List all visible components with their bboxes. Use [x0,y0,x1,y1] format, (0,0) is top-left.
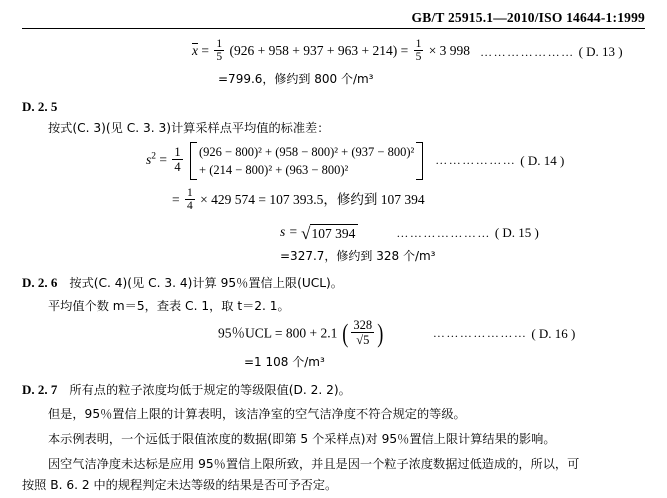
fraction-one-quarter-a: $\frac{1}{4}$ [174,144,181,174]
clause-d27-paragraph-4: 按照 B. 6. 2 中的规程判定未达等级的结果是否可予否定。 [22,478,338,493]
equation-d15-row [22,224,645,242]
product-tail: × 3 998 [428,43,471,59]
equation-d16-line2: =1 108 个/m³ [244,355,325,370]
clause-d27-paragraph-3: 因空气洁净度未达标是应用 95％置信上限所致，并且是因一个粒子浓度数据过低造成的，所以，可 [48,457,580,472]
equation-number-d16: ( D. 16 ) [531,325,576,341]
equation-number-d14: ( D. 14 ) [520,152,565,168]
matrix-bracket [188,142,425,180]
big-parenthesis [341,317,385,349]
clause-d26 [22,274,645,292]
bracket-row-1: (926 − 800)² + (958 − 800)² + (937 − 800)² [199,144,415,159]
equation-d14-line2 [22,188,645,214]
equation-number-d15: ( D. 15 ) [494,225,539,241]
leader-dots-d15: ………………… [396,225,491,240]
s-equals: s = [280,224,298,240]
fraction-328-sqrt5: $\frac{328}{√5}$ [353,317,373,347]
clause-d27-paragraph-2: 本示例表明，一个远低于限值浓度的数据(即第 5 个采样点)对 95％置信上限计算结果的影响。 [48,432,556,447]
clause-d27-number: D. 2. 7 [22,382,58,398]
clause-d25-text: 按式(C. 3)(见 C. 3. 3)计算采样点平均值的标准差： [48,120,330,135]
fraction-one-fifth-b: $\frac{1}{5}$ [415,38,422,64]
radical-sign: √ [301,224,311,244]
clause-d26-text: 按式(C. 4)(见 C. 3. 4)计算 95％置信上限(UCL)。 [69,275,343,290]
leader-dots-d14: ……………… [435,153,517,168]
leader-dots-d13: ………………… [480,44,575,59]
equation-d13-expression [192,39,470,65]
right-bracket [416,142,423,180]
d14-line2-tail: × 429 574 = 107 393.5，修约到 107 394 [200,192,425,208]
equation-d13-line2: =799.6，修约到 800 个/m³ [218,72,374,87]
clause-d26-number: D. 2. 6 [22,274,58,290]
fraction-one-fifth-a: $\frac{1}{5}$ [216,38,223,64]
clause-d27-text: 所有点的粒子浓度均低于规定的等级限值(D. 2. 2)。 [69,383,351,398]
s-exponent: 2 [151,151,157,162]
x-bar-symbol: x [192,43,198,59]
left-bracket [190,142,197,180]
sum-parenthesis: (926 + 958 + 937 + 963 + 214) = [229,43,409,59]
s-symbol: s [146,151,152,167]
equation-d15-expression [280,224,358,242]
equation-d15-line2: =327.7，修约到 328 个/m³ [280,249,436,264]
right-paren: ) [377,318,384,348]
equation-d14-row [22,142,645,180]
clause-d26-subtext: 平均值个数 m＝5，查表 C. 1，取 t＝2. 1。 [48,298,290,313]
bracket-rows [199,142,414,180]
header-divider [22,28,645,29]
clause-d27 [22,381,645,399]
radicand: 107 394 [310,224,358,242]
left-paren: ( [342,318,349,348]
equals-sign-2: = [159,151,168,167]
equation-d13-row [22,39,645,65]
equation-d16-expression [218,317,385,349]
equation-number-d13: ( D. 13 ) [578,44,623,60]
equals-sign-1: = [201,43,209,59]
clause-d25-number: D. 2. 5 [22,98,58,114]
equation-d16-row [22,317,645,349]
bracket-row-2: + (214 − 800)² + (963 − 800)² [199,162,349,177]
clause-d27-paragraph-1: 但是，95％置信上限的计算表明，该洁净室的空气洁净度不符合规定的等级。 [48,407,466,422]
equation-d14-expression [146,142,425,180]
leader-dots-d16: ………………… [432,326,528,341]
square-root [301,224,358,242]
fraction-one-quarter-b: $\frac{1}{4}$ [187,186,193,212]
page-header: GB/T 25915.1—2010/ISO 14644-1:1999 [411,10,645,25]
ucl-expression: 95％UCL = 800 + 2.1 [218,324,338,340]
equals-sign-3: = [172,192,180,208]
equation-d14-line2-expression [172,188,425,214]
